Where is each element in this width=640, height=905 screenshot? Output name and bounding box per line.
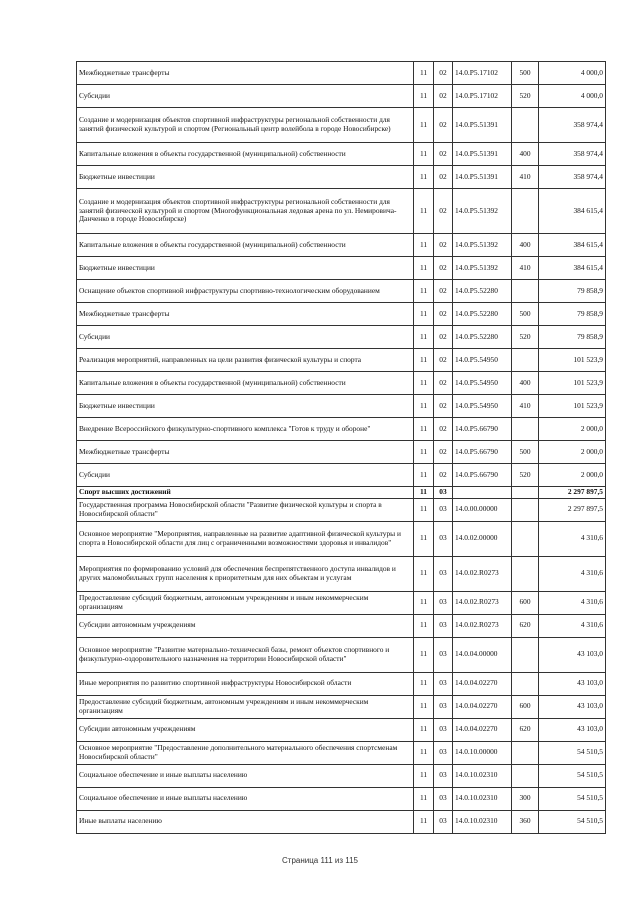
- row-section-cell: 11: [414, 372, 434, 395]
- row-target-article-cell: 14.0.04.02270: [453, 718, 512, 741]
- row-section-cell: 11: [414, 166, 434, 189]
- row-section-cell: 11: [414, 695, 434, 718]
- row-name-cell: Субсидии: [77, 464, 414, 487]
- row-expense-type-cell: 520: [512, 464, 539, 487]
- row-section-cell: 11: [414, 464, 434, 487]
- row-name-cell: Спорт высших достижений: [77, 487, 414, 499]
- row-name-cell: Межбюджетные трансферты: [77, 62, 414, 85]
- budget-table: [76, 61, 606, 834]
- row-section-cell: 11: [414, 614, 434, 637]
- row-target-article-cell: 14.0.P5.51391: [453, 166, 512, 189]
- table-row: [77, 166, 606, 189]
- row-section-cell: 11: [414, 234, 434, 257]
- row-amount-cell: 358 974,4: [539, 108, 606, 143]
- page-number-footer: Страница 111 из 115: [282, 856, 358, 865]
- row-amount-cell: 4 310,6: [539, 521, 606, 556]
- row-subsection-cell: 03: [434, 614, 453, 637]
- row-target-article-cell: 14.0.04.02270: [453, 672, 512, 695]
- row-subsection-cell: 02: [434, 372, 453, 395]
- row-subsection-cell: 03: [434, 787, 453, 810]
- row-section-cell: 11: [414, 521, 434, 556]
- row-name-cell: Иные мероприятия по развитию спортивной инфраструктуры Новосибирской области: [77, 672, 414, 695]
- row-expense-type-cell: 410: [512, 166, 539, 189]
- row-name-cell: Капитальные вложения в объекты государственной (муниципальной) собственности: [77, 143, 414, 166]
- table-row: [77, 62, 606, 85]
- row-target-article-cell: 14.0.P5.51392: [453, 189, 512, 234]
- table-row: [77, 464, 606, 487]
- table-row: [77, 741, 606, 764]
- row-target-article-cell: 14.0.P5.51392: [453, 257, 512, 280]
- row-target-article-cell: 14.0.00.00000: [453, 498, 512, 521]
- table-row: [77, 787, 606, 810]
- row-subsection-cell: 02: [434, 257, 453, 280]
- row-name-cell: Создание и модернизация объектов спортивной инфраструктуры региональной собственности для занятий физической культурой и спортом (Региональный центр волейбола в городе Новосибирске): [77, 108, 414, 143]
- table-row: [77, 257, 606, 280]
- row-amount-cell: 79 858,9: [539, 280, 606, 303]
- row-expense-type-cell: [512, 521, 539, 556]
- row-name-cell: Субсидии: [77, 85, 414, 108]
- row-target-article-cell: 14.0.10.02310: [453, 810, 512, 833]
- table-row: [77, 672, 606, 695]
- row-expense-type-cell: [512, 556, 539, 591]
- row-expense-type-cell: 410: [512, 257, 539, 280]
- row-subsection-cell: 03: [434, 718, 453, 741]
- row-amount-cell: 54 510,5: [539, 741, 606, 764]
- table-row: [77, 718, 606, 741]
- row-name-cell: Межбюджетные трансферты: [77, 303, 414, 326]
- row-subsection-cell: 02: [434, 234, 453, 257]
- table-row: [77, 189, 606, 234]
- row-subsection-cell: 02: [434, 303, 453, 326]
- row-expense-type-cell: [512, 637, 539, 672]
- row-name-cell: Бюджетные инвестиции: [77, 166, 414, 189]
- row-amount-cell: 101 523,9: [539, 395, 606, 418]
- row-amount-cell: 4 310,6: [539, 614, 606, 637]
- row-target-article-cell: 14.0.10.02310: [453, 787, 512, 810]
- row-target-article-cell: 14.0.P5.17102: [453, 62, 512, 85]
- row-name-cell: Основное мероприятие "Развитие материально-технической базы, ремонт объектов спортивного и физкультурно-оздоровительного назначения на территории Новосибирской области": [77, 637, 414, 672]
- row-target-article-cell: 14.0.04.00000: [453, 637, 512, 672]
- row-target-article-cell: 14.0.P5.51391: [453, 108, 512, 143]
- row-section-cell: 11: [414, 189, 434, 234]
- row-expense-type-cell: [512, 741, 539, 764]
- table-row: [77, 614, 606, 637]
- row-expense-type-cell: 520: [512, 85, 539, 108]
- row-subsection-cell: 02: [434, 464, 453, 487]
- row-expense-type-cell: [512, 672, 539, 695]
- row-expense-type-cell: [512, 764, 539, 787]
- row-subsection-cell: 03: [434, 637, 453, 672]
- row-target-article-cell: 14.0.P5.52280: [453, 303, 512, 326]
- row-expense-type-cell: [512, 418, 539, 441]
- row-section-cell: 11: [414, 280, 434, 303]
- row-expense-type-cell: [512, 498, 539, 521]
- row-section-cell: 11: [414, 556, 434, 591]
- row-amount-cell: 4 000,0: [539, 62, 606, 85]
- table-row: [77, 498, 606, 521]
- row-amount-cell: 79 858,9: [539, 303, 606, 326]
- row-name-cell: Межбюджетные трансферты: [77, 441, 414, 464]
- row-expense-type-cell: 360: [512, 810, 539, 833]
- row-target-article-cell: 14.0.10.02310: [453, 764, 512, 787]
- table-row: [77, 280, 606, 303]
- row-section-cell: 11: [414, 498, 434, 521]
- row-section-cell: 11: [414, 764, 434, 787]
- table-row: [77, 349, 606, 372]
- row-amount-cell: 79 858,9: [539, 326, 606, 349]
- row-target-article-cell: 14.0.P5.17102: [453, 85, 512, 108]
- row-subsection-cell: 02: [434, 166, 453, 189]
- row-amount-cell: 54 510,5: [539, 810, 606, 833]
- row-expense-type-cell: 620: [512, 718, 539, 741]
- row-subsection-cell: 03: [434, 498, 453, 521]
- row-amount-cell: 384 615,4: [539, 257, 606, 280]
- row-target-article-cell: 14.0.P5.66790: [453, 441, 512, 464]
- row-name-cell: Основное мероприятие "Предоставление дополнительного материального обеспечения спортсменам Новосибирской области": [77, 741, 414, 764]
- row-target-article-cell: 14.0.P5.51392: [453, 234, 512, 257]
- row-amount-cell: 4 310,6: [539, 591, 606, 614]
- row-target-article-cell: 14.0.02.R0273: [453, 556, 512, 591]
- table-row: [77, 810, 606, 833]
- row-target-article-cell: 14.0.P5.54950: [453, 372, 512, 395]
- row-name-cell: Оснащение объектов спортивной инфраструктуры спортивно-технологическим оборудованием: [77, 280, 414, 303]
- row-amount-cell: 4 000,0: [539, 85, 606, 108]
- row-name-cell: Государственная программа Новосибирской области "Развитие физической культуры и спорта в Новосибирской области": [77, 498, 414, 521]
- row-section-cell: 11: [414, 718, 434, 741]
- row-name-cell: Бюджетные инвестиции: [77, 257, 414, 280]
- row-amount-cell: 43 103,0: [539, 672, 606, 695]
- row-subsection-cell: 02: [434, 85, 453, 108]
- row-name-cell: Субсидии автономным учреждениям: [77, 614, 414, 637]
- row-amount-cell: 2 297 897,5: [539, 498, 606, 521]
- row-expense-type-cell: 410: [512, 395, 539, 418]
- table-row: [77, 143, 606, 166]
- row-target-article-cell: 14.0.02.00000: [453, 521, 512, 556]
- row-section-cell: 11: [414, 418, 434, 441]
- row-amount-cell: 2 297 897,5: [539, 487, 606, 499]
- row-amount-cell: 43 103,0: [539, 695, 606, 718]
- row-expense-type-cell: [512, 487, 539, 499]
- row-subsection-cell: 03: [434, 556, 453, 591]
- row-amount-cell: 4 310,6: [539, 556, 606, 591]
- row-expense-type-cell: 400: [512, 372, 539, 395]
- row-section-cell: 11: [414, 787, 434, 810]
- row-target-article-cell: 14.0.02.R0273: [453, 614, 512, 637]
- row-expense-type-cell: 500: [512, 441, 539, 464]
- row-amount-cell: 101 523,9: [539, 372, 606, 395]
- row-expense-type-cell: [512, 349, 539, 372]
- row-target-article-cell: 14.0.10.00000: [453, 741, 512, 764]
- row-expense-type-cell: 500: [512, 62, 539, 85]
- row-target-article-cell: 14.0.P5.52280: [453, 280, 512, 303]
- table-row: [77, 85, 606, 108]
- row-amount-cell: 2 000,0: [539, 418, 606, 441]
- row-name-cell: Субсидии: [77, 326, 414, 349]
- row-name-cell: Предоставление субсидий бюджетным, автономным учреждениям и иным некоммерческим организациям: [77, 591, 414, 614]
- row-expense-type-cell: 600: [512, 591, 539, 614]
- row-section-cell: 11: [414, 349, 434, 372]
- row-name-cell: Социальное обеспечение и иные выплаты населению: [77, 787, 414, 810]
- row-target-article-cell: 14.0.P5.54950: [453, 395, 512, 418]
- table-row: [77, 695, 606, 718]
- row-subsection-cell: 03: [434, 695, 453, 718]
- budget-table-body: [77, 62, 606, 834]
- row-target-article-cell: 14.0.02.R0273: [453, 591, 512, 614]
- row-amount-cell: 358 974,4: [539, 143, 606, 166]
- row-expense-type-cell: 500: [512, 303, 539, 326]
- row-subsection-cell: 03: [434, 741, 453, 764]
- row-subsection-cell: 02: [434, 62, 453, 85]
- row-amount-cell: 384 615,4: [539, 189, 606, 234]
- row-expense-type-cell: 620: [512, 614, 539, 637]
- row-subsection-cell: 03: [434, 672, 453, 695]
- row-amount-cell: 101 523,9: [539, 349, 606, 372]
- row-amount-cell: 358 974,4: [539, 166, 606, 189]
- row-amount-cell: 384 615,4: [539, 234, 606, 257]
- row-expense-type-cell: 400: [512, 143, 539, 166]
- table-row: [77, 418, 606, 441]
- row-section-cell: 11: [414, 108, 434, 143]
- row-name-cell: Внедрение Всероссийского физкультурно-спортивного комплекса "Готов к труду и обороне": [77, 418, 414, 441]
- row-target-article-cell: 14.0.P5.66790: [453, 464, 512, 487]
- row-amount-cell: 43 103,0: [539, 718, 606, 741]
- row-subsection-cell: 03: [434, 591, 453, 614]
- row-subsection-cell: 02: [434, 418, 453, 441]
- row-name-cell: Иные выплаты населению: [77, 810, 414, 833]
- table-row: [77, 487, 606, 499]
- row-expense-type-cell: 520: [512, 326, 539, 349]
- row-subsection-cell: 03: [434, 521, 453, 556]
- row-subsection-cell: 02: [434, 189, 453, 234]
- row-section-cell: 11: [414, 303, 434, 326]
- row-section-cell: 11: [414, 85, 434, 108]
- row-section-cell: 11: [414, 257, 434, 280]
- row-section-cell: 11: [414, 487, 434, 499]
- row-target-article-cell: 14.0.P5.54950: [453, 349, 512, 372]
- row-name-cell: Капитальные вложения в объекты государственной (муниципальной) собственности: [77, 234, 414, 257]
- table-row: [77, 108, 606, 143]
- row-name-cell: Капитальные вложения в объекты государственной (муниципальной) собственности: [77, 372, 414, 395]
- row-subsection-cell: 02: [434, 349, 453, 372]
- row-section-cell: 11: [414, 143, 434, 166]
- row-section-cell: 11: [414, 326, 434, 349]
- table-row: [77, 556, 606, 591]
- row-target-article-cell: 14.0.P5.66790: [453, 418, 512, 441]
- row-section-cell: 11: [414, 62, 434, 85]
- row-expense-type-cell: 600: [512, 695, 539, 718]
- row-expense-type-cell: 300: [512, 787, 539, 810]
- table-row: [77, 441, 606, 464]
- row-expense-type-cell: [512, 280, 539, 303]
- row-expense-type-cell: 400: [512, 234, 539, 257]
- row-section-cell: 11: [414, 637, 434, 672]
- row-section-cell: 11: [414, 810, 434, 833]
- row-target-article-cell: [453, 487, 512, 499]
- row-name-cell: Социальное обеспечение и иные выплаты населению: [77, 764, 414, 787]
- row-subsection-cell: 02: [434, 326, 453, 349]
- table-row: [77, 764, 606, 787]
- row-name-cell: Бюджетные инвестиции: [77, 395, 414, 418]
- table-row: [77, 395, 606, 418]
- row-subsection-cell: 02: [434, 143, 453, 166]
- row-name-cell: Субсидии автономным учреждениям: [77, 718, 414, 741]
- row-section-cell: 11: [414, 672, 434, 695]
- row-name-cell: Создание и модернизация объектов спортивной инфраструктуры региональной собственности для занятий физической культурой и спортом (Многофункциональная ледовая арена по ул. Немировича-Данченко в городе Новосибирске): [77, 189, 414, 234]
- row-section-cell: 11: [414, 591, 434, 614]
- row-subsection-cell: 03: [434, 810, 453, 833]
- row-section-cell: 11: [414, 741, 434, 764]
- row-target-article-cell: 14.0.P5.52280: [453, 326, 512, 349]
- row-amount-cell: 43 103,0: [539, 637, 606, 672]
- table-row: [77, 234, 606, 257]
- row-expense-type-cell: [512, 108, 539, 143]
- row-section-cell: 11: [414, 441, 434, 464]
- table-row: [77, 637, 606, 672]
- row-amount-cell: 2 000,0: [539, 441, 606, 464]
- row-target-article-cell: 14.0.04.02270: [453, 695, 512, 718]
- row-expense-type-cell: [512, 189, 539, 234]
- row-amount-cell: 54 510,5: [539, 787, 606, 810]
- row-target-article-cell: 14.0.P5.51391: [453, 143, 512, 166]
- row-subsection-cell: 03: [434, 487, 453, 499]
- row-section-cell: 11: [414, 395, 434, 418]
- row-subsection-cell: 02: [434, 108, 453, 143]
- row-subsection-cell: 03: [434, 764, 453, 787]
- table-row: [77, 521, 606, 556]
- table-row: [77, 303, 606, 326]
- row-name-cell: Основное мероприятие "Мероприятия, направленные на развитие адаптивной физической культуры и спорта в Новосибирской области для лиц с ограниченными возможностями здоровья и инвалидов": [77, 521, 414, 556]
- row-name-cell: Предоставление субсидий бюджетным, автономным учреждениям и иным некоммерческим организациям: [77, 695, 414, 718]
- row-name-cell: Реализация мероприятий, направленных на цели развития физической культуры и спорта: [77, 349, 414, 372]
- table-row: [77, 591, 606, 614]
- table-row: [77, 326, 606, 349]
- row-subsection-cell: 02: [434, 441, 453, 464]
- table-row: [77, 372, 606, 395]
- row-subsection-cell: 02: [434, 395, 453, 418]
- row-name-cell: Мероприятия по формированию условий для обеспечения беспрепятственного доступа инвалидов и других маломобильных групп населения к приоритетным для них объектам и услугам: [77, 556, 414, 591]
- row-amount-cell: 2 000,0: [539, 464, 606, 487]
- row-amount-cell: 54 510,5: [539, 764, 606, 787]
- row-subsection-cell: 02: [434, 280, 453, 303]
